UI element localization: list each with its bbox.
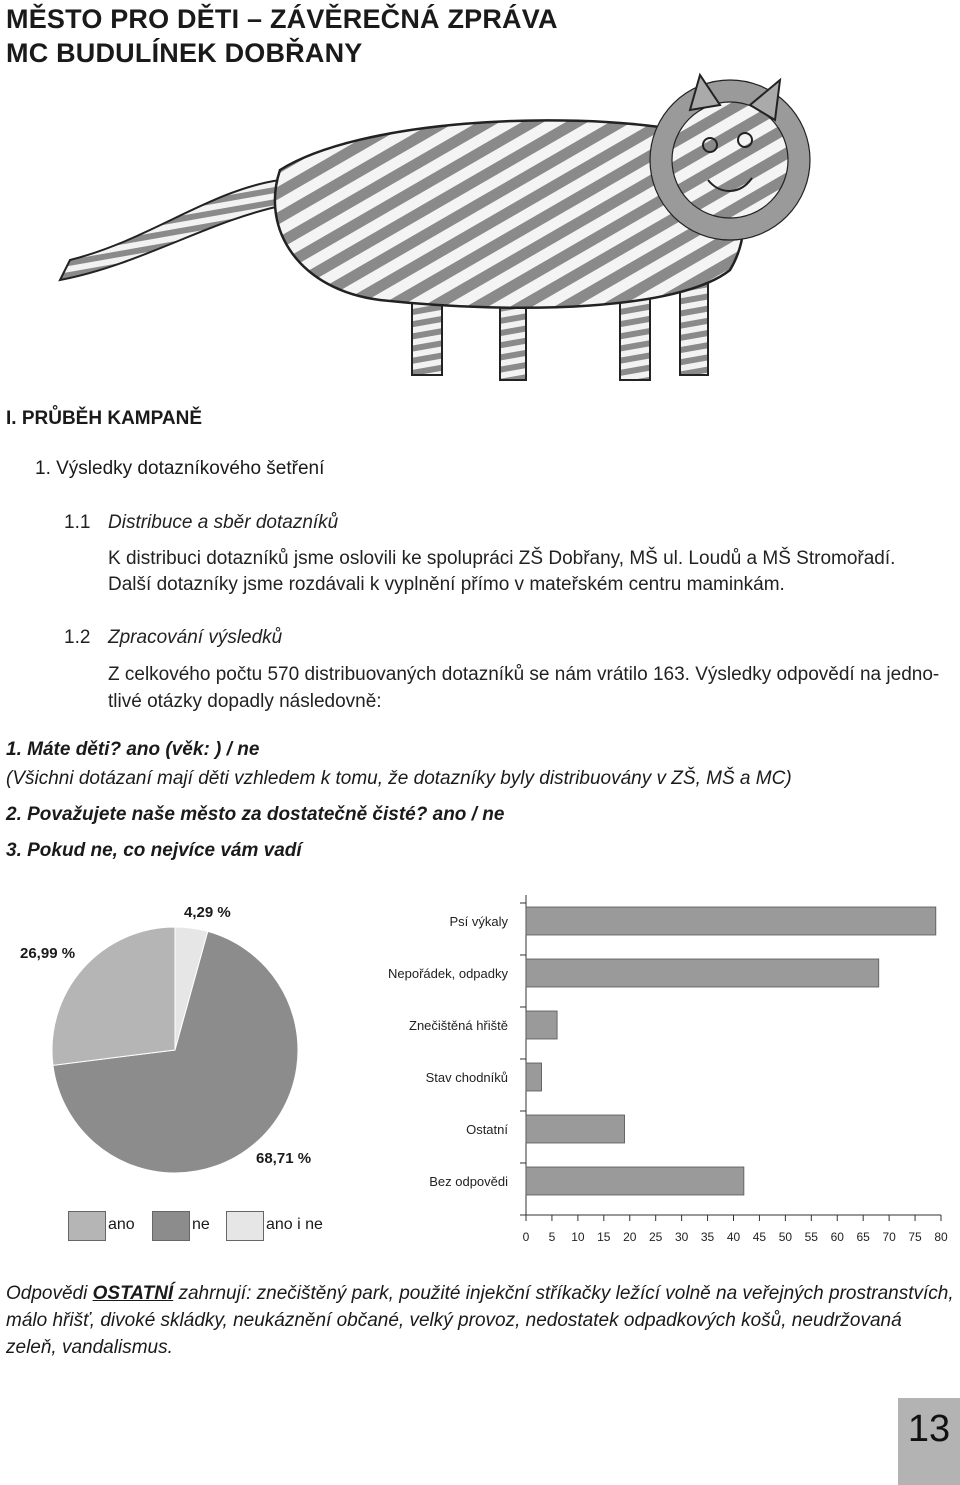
bar-1 bbox=[526, 959, 879, 987]
x-tick-label: 20 bbox=[623, 1230, 637, 1244]
pie-label-ano: 26,99 % bbox=[20, 945, 76, 962]
legend-label-ano-i-ne: ano i ne bbox=[266, 1216, 323, 1233]
x-tick-label: 70 bbox=[882, 1230, 896, 1244]
subsection-1-1-text-line1: K distribuci dotazníků jsme oslovili ke spolupráci ZŠ Dobřany, MŠ ul. Loudů a MŠ Stromořadí. bbox=[108, 548, 896, 569]
title-line-2: MC BUDULÍNEK DOBŘANY bbox=[6, 38, 363, 68]
subsection-1-1-title: Distribuce a sběr dotazníků bbox=[108, 512, 339, 533]
bar-chart bbox=[300, 895, 960, 1255]
x-tick-label: 25 bbox=[649, 1230, 663, 1244]
question-2-text: 2. Považujete naše město za dostatečně čisté? bbox=[6, 804, 428, 825]
x-tick-label: 45 bbox=[752, 1230, 767, 1244]
page-number: 13 bbox=[898, 1398, 960, 1485]
bar-category-label: Stav chodníků bbox=[425, 1070, 508, 1085]
legend-swatch-ano-i-ne bbox=[226, 1211, 264, 1241]
subsection-1-2-number: 1.2 bbox=[64, 627, 91, 648]
bar-category-label: Nepořádek, odpadky bbox=[388, 966, 508, 981]
subsection-1-1-number: 1.1 bbox=[64, 512, 91, 533]
legend-swatch-ano bbox=[68, 1211, 106, 1241]
question-3: 3. Pokud ne, co nejvíce vám vadí bbox=[6, 840, 302, 861]
bar-category-label: Psí výkaly bbox=[449, 914, 508, 929]
x-tick-label: 30 bbox=[674, 1230, 689, 1244]
x-tick-label: 50 bbox=[778, 1230, 793, 1244]
footnote-prefix: Odpovědi bbox=[6, 1283, 93, 1304]
pie-chart bbox=[50, 925, 300, 1175]
question-1 bbox=[6, 739, 259, 761]
footnote-bold: OSTATNÍ bbox=[92, 1283, 174, 1304]
bar-category-label: Bez odpovědi bbox=[429, 1174, 508, 1189]
bar-2 bbox=[526, 1011, 557, 1039]
x-tick-label: 40 bbox=[726, 1230, 741, 1244]
legend-label-ano: ano bbox=[108, 1216, 135, 1233]
x-tick-label: 55 bbox=[804, 1230, 818, 1244]
bar-0 bbox=[526, 907, 936, 935]
subsection-1-2-text-line1: Z celkového počtu 570 distribuovaných dotazníků se nám vrátilo 163. Výsledky odpovědí na jedno- bbox=[108, 664, 940, 685]
subsection-1-heading: 1. Výsledky dotazníkového šetření bbox=[35, 458, 325, 479]
title-line-1: MĚSTO PRO DĚTI – ZÁVĚREČNÁ ZPRÁVA bbox=[6, 4, 558, 34]
bar-category-label: Ostatní bbox=[466, 1122, 508, 1137]
footnote bbox=[6, 1280, 956, 1361]
x-tick-label: 10 bbox=[571, 1230, 585, 1244]
footnote-rest: zahrnují: znečištěný park, použité injekční stříkačky ležící volně na veřejných prostranstvích, málo hřišť, divoké skládky, neukáznění občané, velký provoz, nedostatek odpadkových košů, neudržovaná zeleň, vandalismus. bbox=[6, 1283, 954, 1358]
legend-label-ne: ne bbox=[192, 1216, 210, 1233]
bar-4 bbox=[526, 1115, 625, 1143]
legend-swatch-ne bbox=[152, 1211, 190, 1241]
question-1-note: (Všichni dotázaní mají děti vzhledem k tomu, že dotazníky byly distribuovány v ZŠ, MŠ a MC) bbox=[6, 768, 792, 789]
subsection-1-1-text-line2: Další dotazníky jsme rozdávali k vyplnění přímo v mateřském centru maminkám. bbox=[108, 574, 785, 595]
x-tick-label: 15 bbox=[597, 1230, 611, 1244]
cat-drawing bbox=[40, 70, 820, 400]
question-2 bbox=[6, 804, 504, 826]
x-tick-label: 60 bbox=[830, 1230, 844, 1244]
x-tick-label: 0 bbox=[522, 1230, 530, 1244]
section-heading: I. PRŮBĚH KAMPANĚ bbox=[6, 408, 202, 429]
bar-3 bbox=[526, 1063, 542, 1091]
x-tick-label: 35 bbox=[700, 1230, 715, 1244]
bar-category-label: Znečištěná hřiště bbox=[409, 1018, 508, 1033]
question-1-text: 1. Máte děti? bbox=[6, 739, 122, 760]
bar-5 bbox=[526, 1167, 744, 1195]
x-tick-label: 65 bbox=[856, 1230, 870, 1244]
question-2-answer: ano / ne bbox=[427, 804, 505, 825]
x-tick-label: 80 bbox=[934, 1230, 948, 1244]
question-1-answer: ano (věk: ) / ne bbox=[121, 739, 260, 760]
subsection-1-2-title: Zpracování výsledků bbox=[108, 627, 283, 648]
x-tick-label: 5 bbox=[548, 1230, 556, 1244]
subsection-1-2-text-line2: tlivé otázky dopadly následovně: bbox=[108, 691, 382, 712]
pie-label-ne: 68,71 % bbox=[256, 1150, 312, 1167]
x-tick-label: 75 bbox=[908, 1230, 922, 1244]
pie-label-ano-i-ne: 4,29 % bbox=[184, 904, 231, 921]
